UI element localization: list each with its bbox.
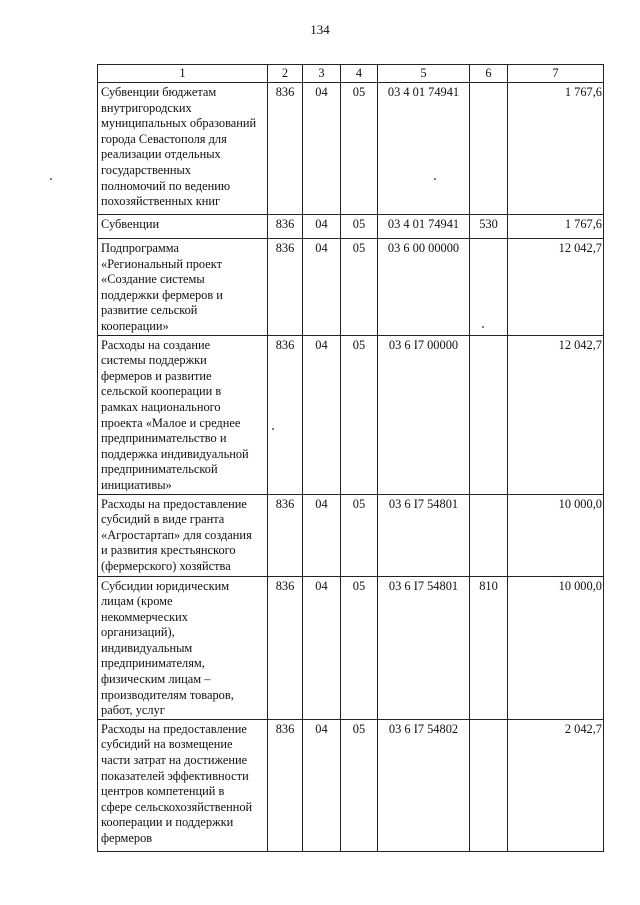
column-header: 7 [508, 65, 604, 83]
budget-code-cell: 836 [268, 719, 303, 851]
item-name-line: похозяйственных книг [101, 194, 221, 209]
column-header: 4 [341, 65, 378, 83]
budget-code-cell: 836 [268, 83, 303, 215]
item-name-cell [98, 83, 268, 215]
budget-code-cell: 836 [268, 576, 303, 719]
amount-cell: 1 767,6 [508, 83, 604, 215]
item-name-line: внутригородских [101, 100, 192, 115]
item-name-line: полномочий по ведению [101, 178, 231, 193]
subsection-cell: 05 [341, 239, 378, 336]
item-name-line: индивидуальным [101, 640, 193, 655]
section-cell: 04 [303, 719, 341, 851]
item-name-line: города Севастополя для [101, 131, 227, 146]
target-article-cell: 03 4 01 74941 [378, 215, 470, 239]
item-name-cell [98, 576, 268, 719]
target-article-cell: 03 6 I7 54801 [378, 494, 470, 576]
target-article-cell: 03 6 I7 54801 [378, 576, 470, 719]
target-article-cell: 03 6 00 00000 [378, 239, 470, 336]
item-name-line: Субвенции бюджетам [101, 85, 217, 99]
table-row [98, 215, 604, 239]
expense-type-cell: 530 [470, 215, 508, 239]
budget-code-cell: 836 [268, 215, 303, 239]
item-name-line: и развития крестьянского [101, 543, 236, 558]
item-name-line: Субвенции [101, 217, 160, 231]
column-header: 1 [98, 65, 268, 83]
section-cell: 04 [303, 83, 341, 215]
item-name-cell [98, 719, 268, 851]
item-name-line: сельской кооперации в [101, 384, 222, 399]
item-name-line: проекта «Малое и среднее [101, 415, 241, 430]
item-name-line: Расходы на предоставление [101, 721, 247, 736]
table-row [98, 335, 604, 494]
item-name-line: Субсидии юридическим [101, 578, 230, 593]
target-article-cell: 03 4 01 74941 [378, 83, 470, 215]
item-name-cell [98, 494, 268, 576]
item-name-line: кооперации» [101, 318, 169, 333]
item-name-line: (фермерского) хозяйства [101, 558, 231, 573]
table-row [98, 83, 604, 215]
expense-type-cell: 810 [470, 576, 508, 719]
column-header: 5 [378, 65, 470, 83]
item-name-line: государственных [101, 162, 192, 177]
item-name-line: инициативы» [101, 477, 172, 492]
item-name-line: реализации отдельных [101, 147, 221, 162]
subsection-cell: 05 [341, 215, 378, 239]
table-row [98, 719, 604, 851]
item-name-line: муниципальных образований [101, 116, 257, 131]
target-article-cell: 03 6 I7 00000 [378, 335, 470, 494]
scan-speck [434, 178, 436, 180]
item-name-line: «Создание системы [101, 272, 205, 287]
subsection-cell: 05 [341, 494, 378, 576]
amount-cell: 12 042,7 [508, 335, 604, 494]
amount-cell: 2 042,7 [508, 719, 604, 851]
item-name-line: работ, услуг [101, 703, 165, 718]
budget-code-cell: 836 [268, 239, 303, 336]
amount-cell: 10 000,0 [508, 576, 604, 719]
item-name-line: рамках национального [101, 399, 221, 414]
item-name-line: кооперации и поддержки [101, 815, 234, 830]
item-name-line: «Агростартап» для создания [101, 527, 252, 542]
item-name-line: фермеров и развитие [101, 368, 212, 383]
table-row [98, 494, 604, 576]
item-name-line: развитие сельской [101, 303, 198, 318]
item-name-line: Подпрограмма [101, 241, 179, 255]
item-name-line: субсидий на возмещение [101, 737, 233, 752]
budget-code-cell: 836 [268, 335, 303, 494]
item-name-cell [98, 215, 268, 239]
subsection-cell: 05 [341, 719, 378, 851]
item-name-line: некоммерческих [101, 609, 188, 624]
item-name-line: сфере сельскохозяйственной [101, 799, 253, 814]
scan-speck [272, 428, 274, 430]
section-cell: 04 [303, 335, 341, 494]
column-header: 6 [470, 65, 508, 83]
item-name-line: предпринимательской [101, 462, 218, 477]
amount-cell: 1 767,6 [508, 215, 604, 239]
item-name-line: Расходы на предоставление [101, 496, 247, 511]
item-name-line: организаций), [101, 625, 175, 640]
item-name-line: поддержки фермеров и [101, 287, 223, 302]
item-name-line: «Региональный проект [101, 256, 223, 271]
subsection-cell: 05 [341, 335, 378, 494]
item-name-line: производителям товаров, [101, 687, 234, 702]
expense-type-cell [470, 494, 508, 576]
item-name-line: части затрат на достижение [101, 753, 248, 768]
amount-cell: 12 042,7 [508, 239, 604, 336]
section-cell: 04 [303, 215, 341, 239]
budget-table [97, 64, 604, 852]
scan-speck [482, 326, 484, 328]
item-name-line: фермеров [101, 831, 153, 845]
expense-type-cell [470, 239, 508, 336]
item-name-line: поддержка индивидуальной [101, 446, 249, 461]
page-number: 134 [310, 22, 330, 37]
table-row [98, 576, 604, 719]
table-row [98, 239, 604, 336]
expense-type-cell [470, 719, 508, 851]
target-article-cell: 03 6 I7 54802 [378, 719, 470, 851]
item-name-line: предпринимателям, [101, 656, 205, 671]
scan-speck [50, 178, 52, 180]
item-name-line: Расходы на создание [101, 337, 211, 352]
item-name-line: центров компетенций в [101, 784, 225, 799]
item-name-cell [98, 239, 268, 336]
section-cell: 04 [303, 494, 341, 576]
item-name-line: предпринимательство и [101, 431, 227, 446]
item-name-cell [98, 335, 268, 494]
item-name-line: субсидий в виде гранта [101, 512, 225, 527]
item-name-line: лицам (кроме [101, 594, 173, 609]
amount-cell: 10 000,0 [508, 494, 604, 576]
expense-type-cell [470, 335, 508, 494]
item-name-line: системы поддержки [101, 353, 207, 368]
subsection-cell: 05 [341, 83, 378, 215]
budget-code-cell: 836 [268, 494, 303, 576]
item-name-line: физическим лицам – [101, 672, 211, 687]
section-cell: 04 [303, 576, 341, 719]
column-header: 3 [303, 65, 341, 83]
item-name-line: показателей эффективности [101, 768, 249, 783]
table-header-row [98, 65, 604, 83]
subsection-cell: 05 [341, 576, 378, 719]
section-cell: 04 [303, 239, 341, 336]
expense-type-cell [470, 83, 508, 215]
column-header: 2 [268, 65, 303, 83]
